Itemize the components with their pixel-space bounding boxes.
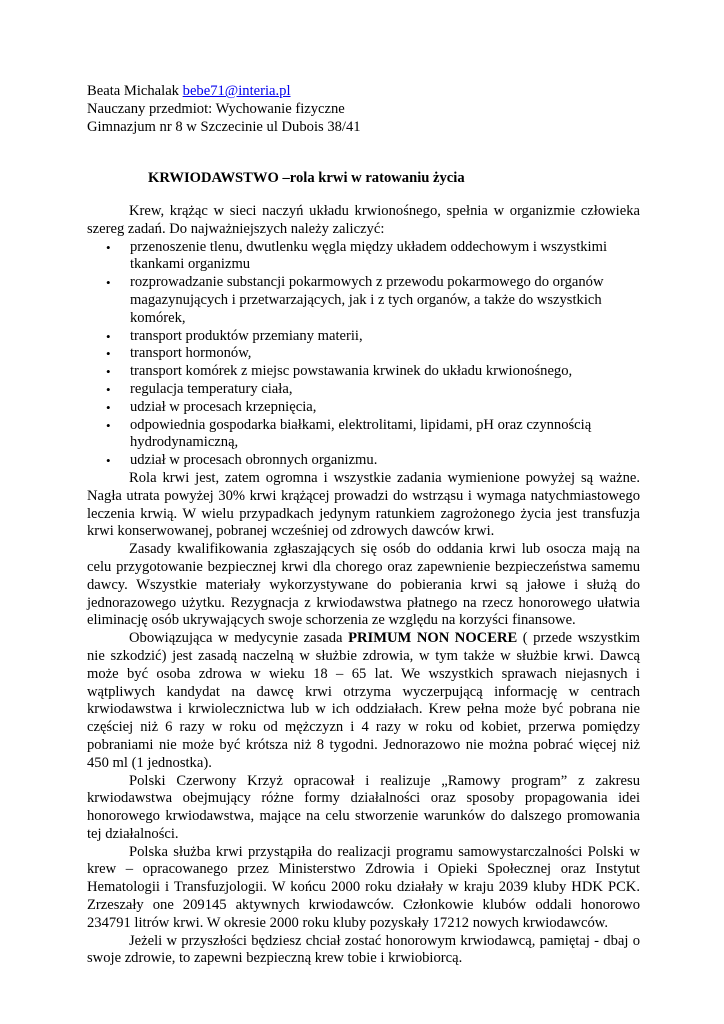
school-line: Gimnazjum nr 8 w Szczecinie ul Dubois 38/41 xyxy=(87,118,361,135)
bullet-icon: • xyxy=(106,275,111,291)
primum-non-nocere-emphasis: PRIMUM NON NOCERE xyxy=(348,630,518,647)
list-item xyxy=(87,274,640,327)
bullet-icon: • xyxy=(106,381,111,397)
list-item-text: udział w procesach krzepnięcia, xyxy=(130,398,317,415)
paragraph-primum-non-nocere xyxy=(87,630,640,772)
list-item xyxy=(87,381,640,399)
list-item-text: regulacja temperatury ciała, xyxy=(130,380,293,397)
paragraph-text: ( przede wszystkim nie szkodzić) jest zasadą naczelną w służbie zdrowia, w tym także w służbie krwi. Dawcą może być osoba zdrowa w wieku 18 – 65 lat. We wszystkich sprawach niejasnych i wątpliwych kandydat na dawcę krwi otrzyma wyczerpującą informację w centrach krwiodawstwa i krwiolecznictwa lub w ich oddziałach. Krew pełna może być pobrana nie częściej niż 6 razy w roku od mężczyzn i 4 razy w roku od kobiet, przerwa pomiędzy pobraniami nie może być krótsza niż 8 tygodni. Jednorazowo nie można pobrać więcej niż 450 ml (1 jednostka). xyxy=(87,630,640,771)
document-header xyxy=(87,83,647,136)
document-title: KRWIODAWSTWO –rola krwi w ratowaniu życia xyxy=(148,170,465,186)
subject-line: Nauczany przedmiot: Wychowanie fizyczne xyxy=(87,100,345,117)
bullet-icon: • xyxy=(106,364,111,380)
author-name: Beata Michalak xyxy=(87,83,179,99)
list-item xyxy=(87,452,640,470)
bullet-icon: • xyxy=(106,453,111,469)
paragraph-donor-qualification: Zasady kwalifikowania zgłaszających się osób do oddania krwi lub osocza mają na celu przygotowanie bezpiecznej krwi dla chorego oraz zapewnienie bezpieczeństwa samemu dawcy. Wszystkie materiały wykorzystywane do pobierania krwi są jałowe i służą do jednorazowego użytku. Rezygnacja z krwiodawstwa płatnego na rzecz honorowego ułatwia eliminację osób ukrywających swoje schorzenia ze względu na korzyści finansowe. xyxy=(87,541,640,629)
list-item xyxy=(87,399,640,417)
blood-functions-list xyxy=(87,239,640,470)
paragraph-closing: Jeżeli w przyszłości będziesz chciał zostać honorowym krwiodawcą, pamiętaj - dbaj o swoje zdrowie, to zapewni bezpieczną krew tobie i krwiobiorcą. xyxy=(87,932,640,967)
list-item-text: transport hormonów, xyxy=(130,345,252,362)
list-item-text: odpowiednia gospodarka białkami, elektrolitami, lipidami, pH oraz czynnością hydrodynamiczną, xyxy=(130,416,592,451)
list-item-text: transport komórek z miejsc powstawania krwinek do układu krwionośnego, xyxy=(130,363,573,380)
bullet-icon: • xyxy=(106,328,111,344)
document-body xyxy=(87,203,640,968)
author-line xyxy=(87,83,647,101)
list-item xyxy=(87,328,640,346)
bullet-icon: • xyxy=(106,239,111,255)
list-item xyxy=(87,239,640,275)
list-item xyxy=(87,417,640,453)
paragraph-role-of-blood: Rola krwi jest, zatem ogromna i wszystkie zadania wymienione powyżej są ważne. Nagła utrata powyżej 30% krwi krążącej prowadzi do wstrząsu i wymaga natychmiastowego leczenia krwią. W wielu przypadkach jedynym ratunkiem zagrożonego życia jest transfuzja krwi konserwowanej, pobranej wcześniej od zdrowych dawców krwi. xyxy=(87,469,640,540)
list-item-text: transport produktów przemiany materii, xyxy=(130,327,363,344)
bullet-icon: • xyxy=(106,417,111,433)
paragraph-blood-service-statistics: Polska służba krwi przystąpiła do realizacji programu samowystarczalności Polski w krew – opracowanego przez Ministerstwo Zdrowia i Opieki Społecznej oraz Instytut Hematologii i Transfuzjologii. W końcu 2000 roku działały w kraju 2039 kluby HDK PCK. Zrzeszały one 209145 aktywnych krwiodawców. Członkowie klubów oddali honorowo 234791 litrów krwi. W okresie 2000 roku kluby pozyskały 17212 nowych krwiodawców. xyxy=(87,843,640,931)
paragraph-text: Obowiązująca w medycynie zasada xyxy=(129,630,349,647)
list-item xyxy=(87,363,640,381)
author-email-link[interactable]: bebe71@interia.pl xyxy=(182,83,291,99)
list-item-text: przenoszenie tlenu, dwutlenku węgla między układem oddechowym i wszystkimi tkankami organizmu xyxy=(130,238,608,273)
bullet-icon: • xyxy=(106,346,111,362)
bullet-icon: • xyxy=(106,399,111,415)
paragraph-red-cross-program: Polski Czerwony Krzyż opracował i realizuje „Ramowy program” z zakresu krwiodawstwa obejmujący różne formy działalności oraz sposoby propagowania idei honorowego krwiodawstwa, mające na celu stworzenie warunków do dalszego promowania tej działalności. xyxy=(87,772,640,842)
intro-paragraph: Krew, krążąc w sieci naczyń układu krwionośnego, spełnia w organizmie człowieka szereg zadań. Do najważniejszych należy zaliczyć: xyxy=(87,203,640,237)
list-item-text: rozprowadzanie substancji pokarmowych z przewodu pokarmowego do organów magazynujących i przetwarzających, jak i z tych organów, a także do wszystkich komórek, xyxy=(130,274,604,326)
list-item xyxy=(87,345,640,363)
list-item-text: udział w procesach obronnych organizmu. xyxy=(130,452,378,469)
